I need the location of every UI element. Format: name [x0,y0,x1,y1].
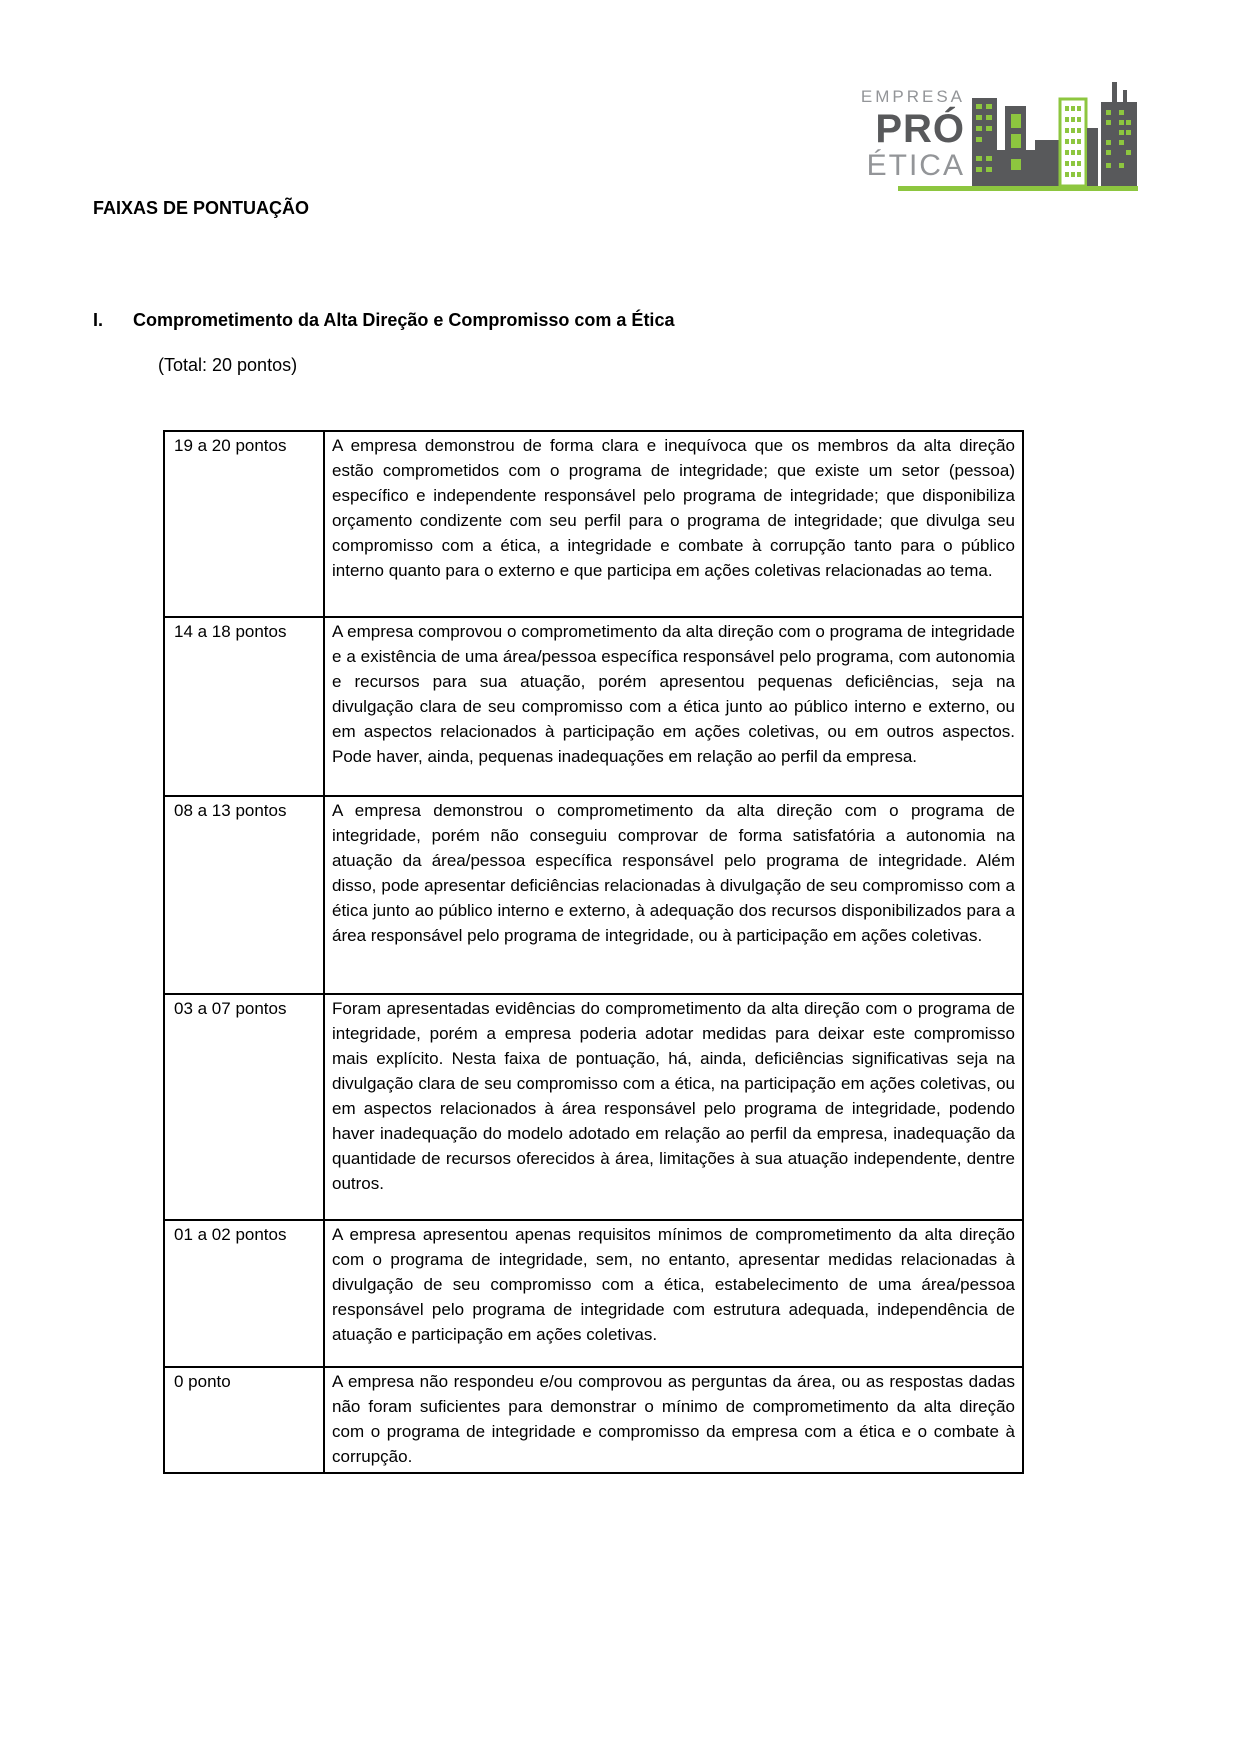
logo-etica-label: ÉTICA [866,149,965,182]
score-description-cell: A empresa não respondeu e/ou comprovou as perguntas da área, ou as respostas dadas não foram suficientes para demonstrar o mínimo de comprometimento da alta direção com o programa de integridade e compromisso da empresa com a ética e o combate à corrupção. [324,1367,1023,1473]
score-range-cell: 01 a 02 pontos [164,1220,324,1367]
section-total: (Total: 20 pontos) [158,355,298,375]
score-description-cell: A empresa demonstrou de forma clara e inequívoca que os membros da alta direção estão comprometidos com o programa de integridade; que existe um setor (pessoa) específico e independente responsável pelo programa de integridade; que disponibiliza orçamento condizente com seu perfil para o programa de integridade; que divulga seu compromisso com a ética, a integridade e combate à corrupção tanto para o público interno quanto para o externo e que participa em ações coletivas relacionadas ao tema. [324,431,1023,617]
score-description-cell: A empresa apresentou apenas requisitos mínimos de comprometimento da alta direção com o programa de integridade, sem, no entanto, apresentar medidas relacionadas à divulgação de seu compromisso com a ética, estabelecimento de uma área/pessoa responsável pelo programa de integridade com estrutura adequada, independência de atuação e participação em ações coletivas. [324,1220,1023,1367]
table-row [164,796,1023,994]
section-numeral: I. [93,310,104,330]
logo-empresa-label: EMPRESA [860,87,965,106]
table-row [164,617,1023,796]
table-row [164,431,1023,617]
table-row [164,1220,1023,1367]
logo-pro-label: PRÓ [875,107,965,151]
table-row [164,994,1023,1220]
score-description-cell: A empresa comprovou o comprometimento da alta direção com o programa de integridade e a existência de uma área/pessoa específica responsável pelo programa, com autonomia e recursos para sua atuação, porém apresentou pequenas deficiências, seja na divulgação clara de seu compromisso com a ética junto ao público interno e externo, ou em aspectos relacionados à participação em ações coletivas, ou em outros aspectos. Pode haver, ainda, pequenas inadequações em relação ao perfil da empresa. [324,617,1023,796]
section-title: Comprometimento da Alta Direção e Compromisso com a Ética [133,310,675,330]
score-description-cell: Foram apresentadas evidências do comprometimento da alta direção com o programa de integridade, porém a empresa poderia adotar medidas para deixar este compromisso mais explícito. Nesta faixa de pontuação, há, ainda, deficiências significativas seja na divulgação clara de seu compromisso com a ética, na participação em ações coletivas, ou em aspectos relacionados à área responsável pelo programa de integridade, podendo haver inadequação do modelo adotado em relação ao perfil da empresa, inadequação da quantidade de recursos oferecidos à área, limitações à sua atuação independente, dentre outros. [324,994,1023,1220]
pro-etica-logo [795,60,1140,195]
city-buildings-icon [795,60,1140,195]
page-title: FAIXAS DE PONTUAÇÃO [93,198,310,218]
score-range-cell: 03 a 07 pontos [164,994,324,1220]
score-range-cell: 19 a 20 pontos [164,431,324,617]
section-heading [93,310,1043,331]
score-ranges-table [163,430,1024,1474]
score-range-cell: 14 a 18 pontos [164,617,324,796]
score-description-cell: A empresa demonstrou o comprometimento da alta direção com o programa de integridade, porém não conseguiu comprovar de forma satisfatória a autonomia na atuação da área/pessoa específica responsável pelo programa de integridade. Além disso, pode apresentar deficiências relacionadas à divulgação de seu compromisso com a ética junto ao público interno e externo, à adequação dos recursos disponibilizados para a área responsável pelo programa de integridade, ou à participação em ações coletivas. [324,796,1023,994]
score-range-cell: 08 a 13 pontos [164,796,324,994]
table-row [164,1367,1023,1473]
score-range-cell: 0 ponto [164,1367,324,1473]
